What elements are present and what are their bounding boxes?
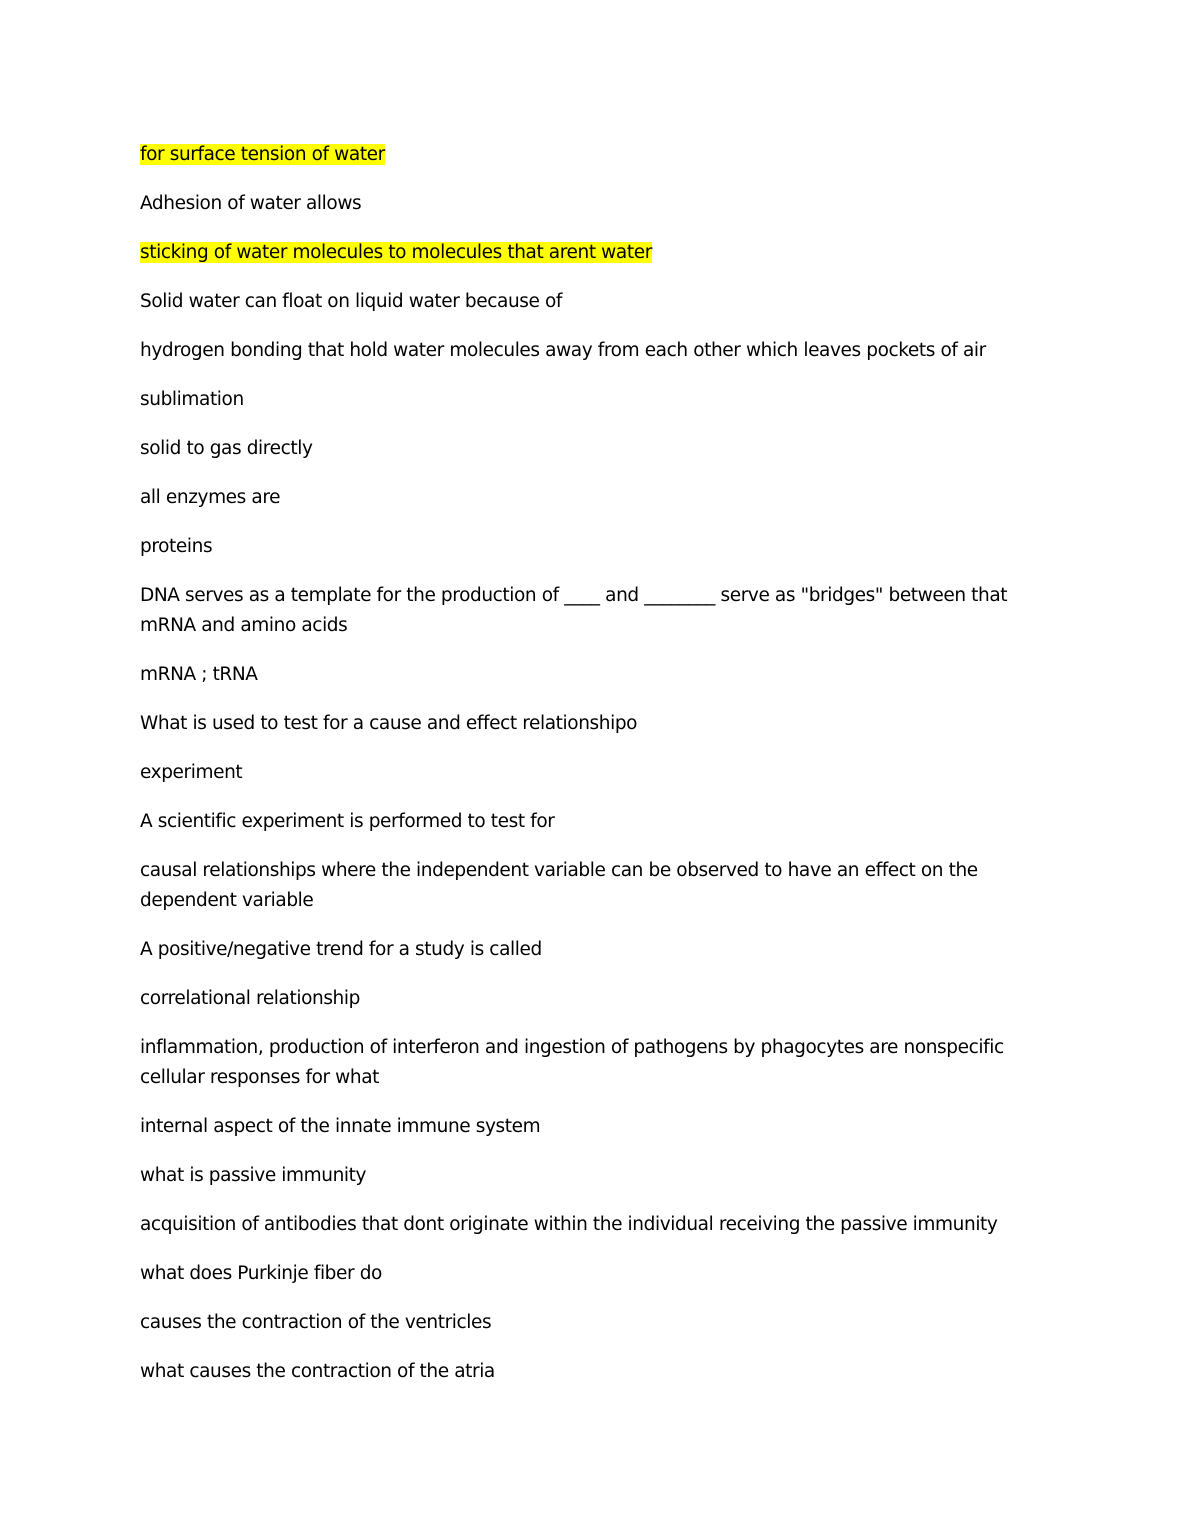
paragraph-text: all enzymes are: [140, 487, 281, 508]
paragraph-0: [140, 140, 1040, 170]
paragraph-text: What is used to test for a cause and effect relationshipo: [140, 713, 638, 734]
paragraph-text: A scientific experiment is performed to test for: [140, 811, 555, 832]
paragraph-10: [140, 660, 1040, 690]
paragraph-text: Solid water can float on liquid water because of: [140, 291, 563, 312]
paragraph-20: [140, 1210, 1040, 1240]
paragraph-23: [140, 1357, 1040, 1387]
paragraph-text: sublimation: [140, 389, 244, 410]
paragraph-text: A positive/negative trend for a study is called: [140, 939, 542, 960]
paragraph-7: [140, 483, 1040, 513]
paragraph-3: [140, 287, 1040, 317]
paragraph-text: what does Purkinje fiber do: [140, 1263, 382, 1284]
paragraph-5: [140, 385, 1040, 415]
paragraph-2: [140, 238, 1040, 268]
paragraph-text: acquisition of antibodies that dont originate within the individual receiving the passive immunity: [140, 1214, 998, 1235]
paragraph-12: [140, 758, 1040, 788]
paragraph-18: [140, 1112, 1040, 1142]
paragraph-text: experiment: [140, 762, 243, 783]
paragraph-14: [140, 856, 1040, 916]
paragraph-text: hydrogen bonding that hold water molecules away from each other which leaves pockets of air: [140, 340, 986, 361]
paragraph-text: causal relationships where the independent variable can be observed to have an effect on the dependent variable: [140, 860, 978, 911]
paragraph-15: [140, 935, 1040, 965]
paragraph-9: [140, 581, 1040, 641]
paragraph-1: [140, 189, 1040, 219]
paragraph-text: inflammation, production of interferon and ingestion of pathogens by phagocytes are nonspecific cellular responses for what: [140, 1037, 1004, 1088]
paragraph-11: [140, 709, 1040, 739]
paragraph-17: [140, 1033, 1040, 1093]
paragraph-16: [140, 984, 1040, 1014]
paragraph-4: [140, 336, 1040, 366]
paragraph-13: [140, 807, 1040, 837]
paragraph-8: [140, 532, 1040, 562]
paragraph-text: what is passive immunity: [140, 1165, 367, 1186]
paragraph-text: solid to gas directly: [140, 438, 313, 459]
paragraph-21: [140, 1259, 1040, 1289]
paragraph-text: correlational relationship: [140, 988, 360, 1009]
paragraph-text: for surface tension of water: [140, 144, 385, 165]
paragraph-22: [140, 1308, 1040, 1338]
paragraph-text: DNA serves as a template for the production of ____ and ________ serve as "bridges" between that mRNA and amino acids: [140, 585, 1008, 636]
paragraph-text: sticking of water molecules to molecules that arent water: [140, 242, 652, 263]
paragraph-text: mRNA ; tRNA: [140, 664, 258, 685]
paragraph-text: internal aspect of the innate immune system: [140, 1116, 541, 1137]
paragraph-text: proteins: [140, 536, 213, 557]
paragraph-text: Adhesion of water allows: [140, 193, 362, 214]
paragraph-text: causes the contraction of the ventricles: [140, 1312, 492, 1333]
document-body: [140, 140, 1040, 1406]
paragraph-19: [140, 1161, 1040, 1191]
paragraph-6: [140, 434, 1040, 464]
paragraph-text: what causes the contraction of the atria: [140, 1361, 495, 1382]
